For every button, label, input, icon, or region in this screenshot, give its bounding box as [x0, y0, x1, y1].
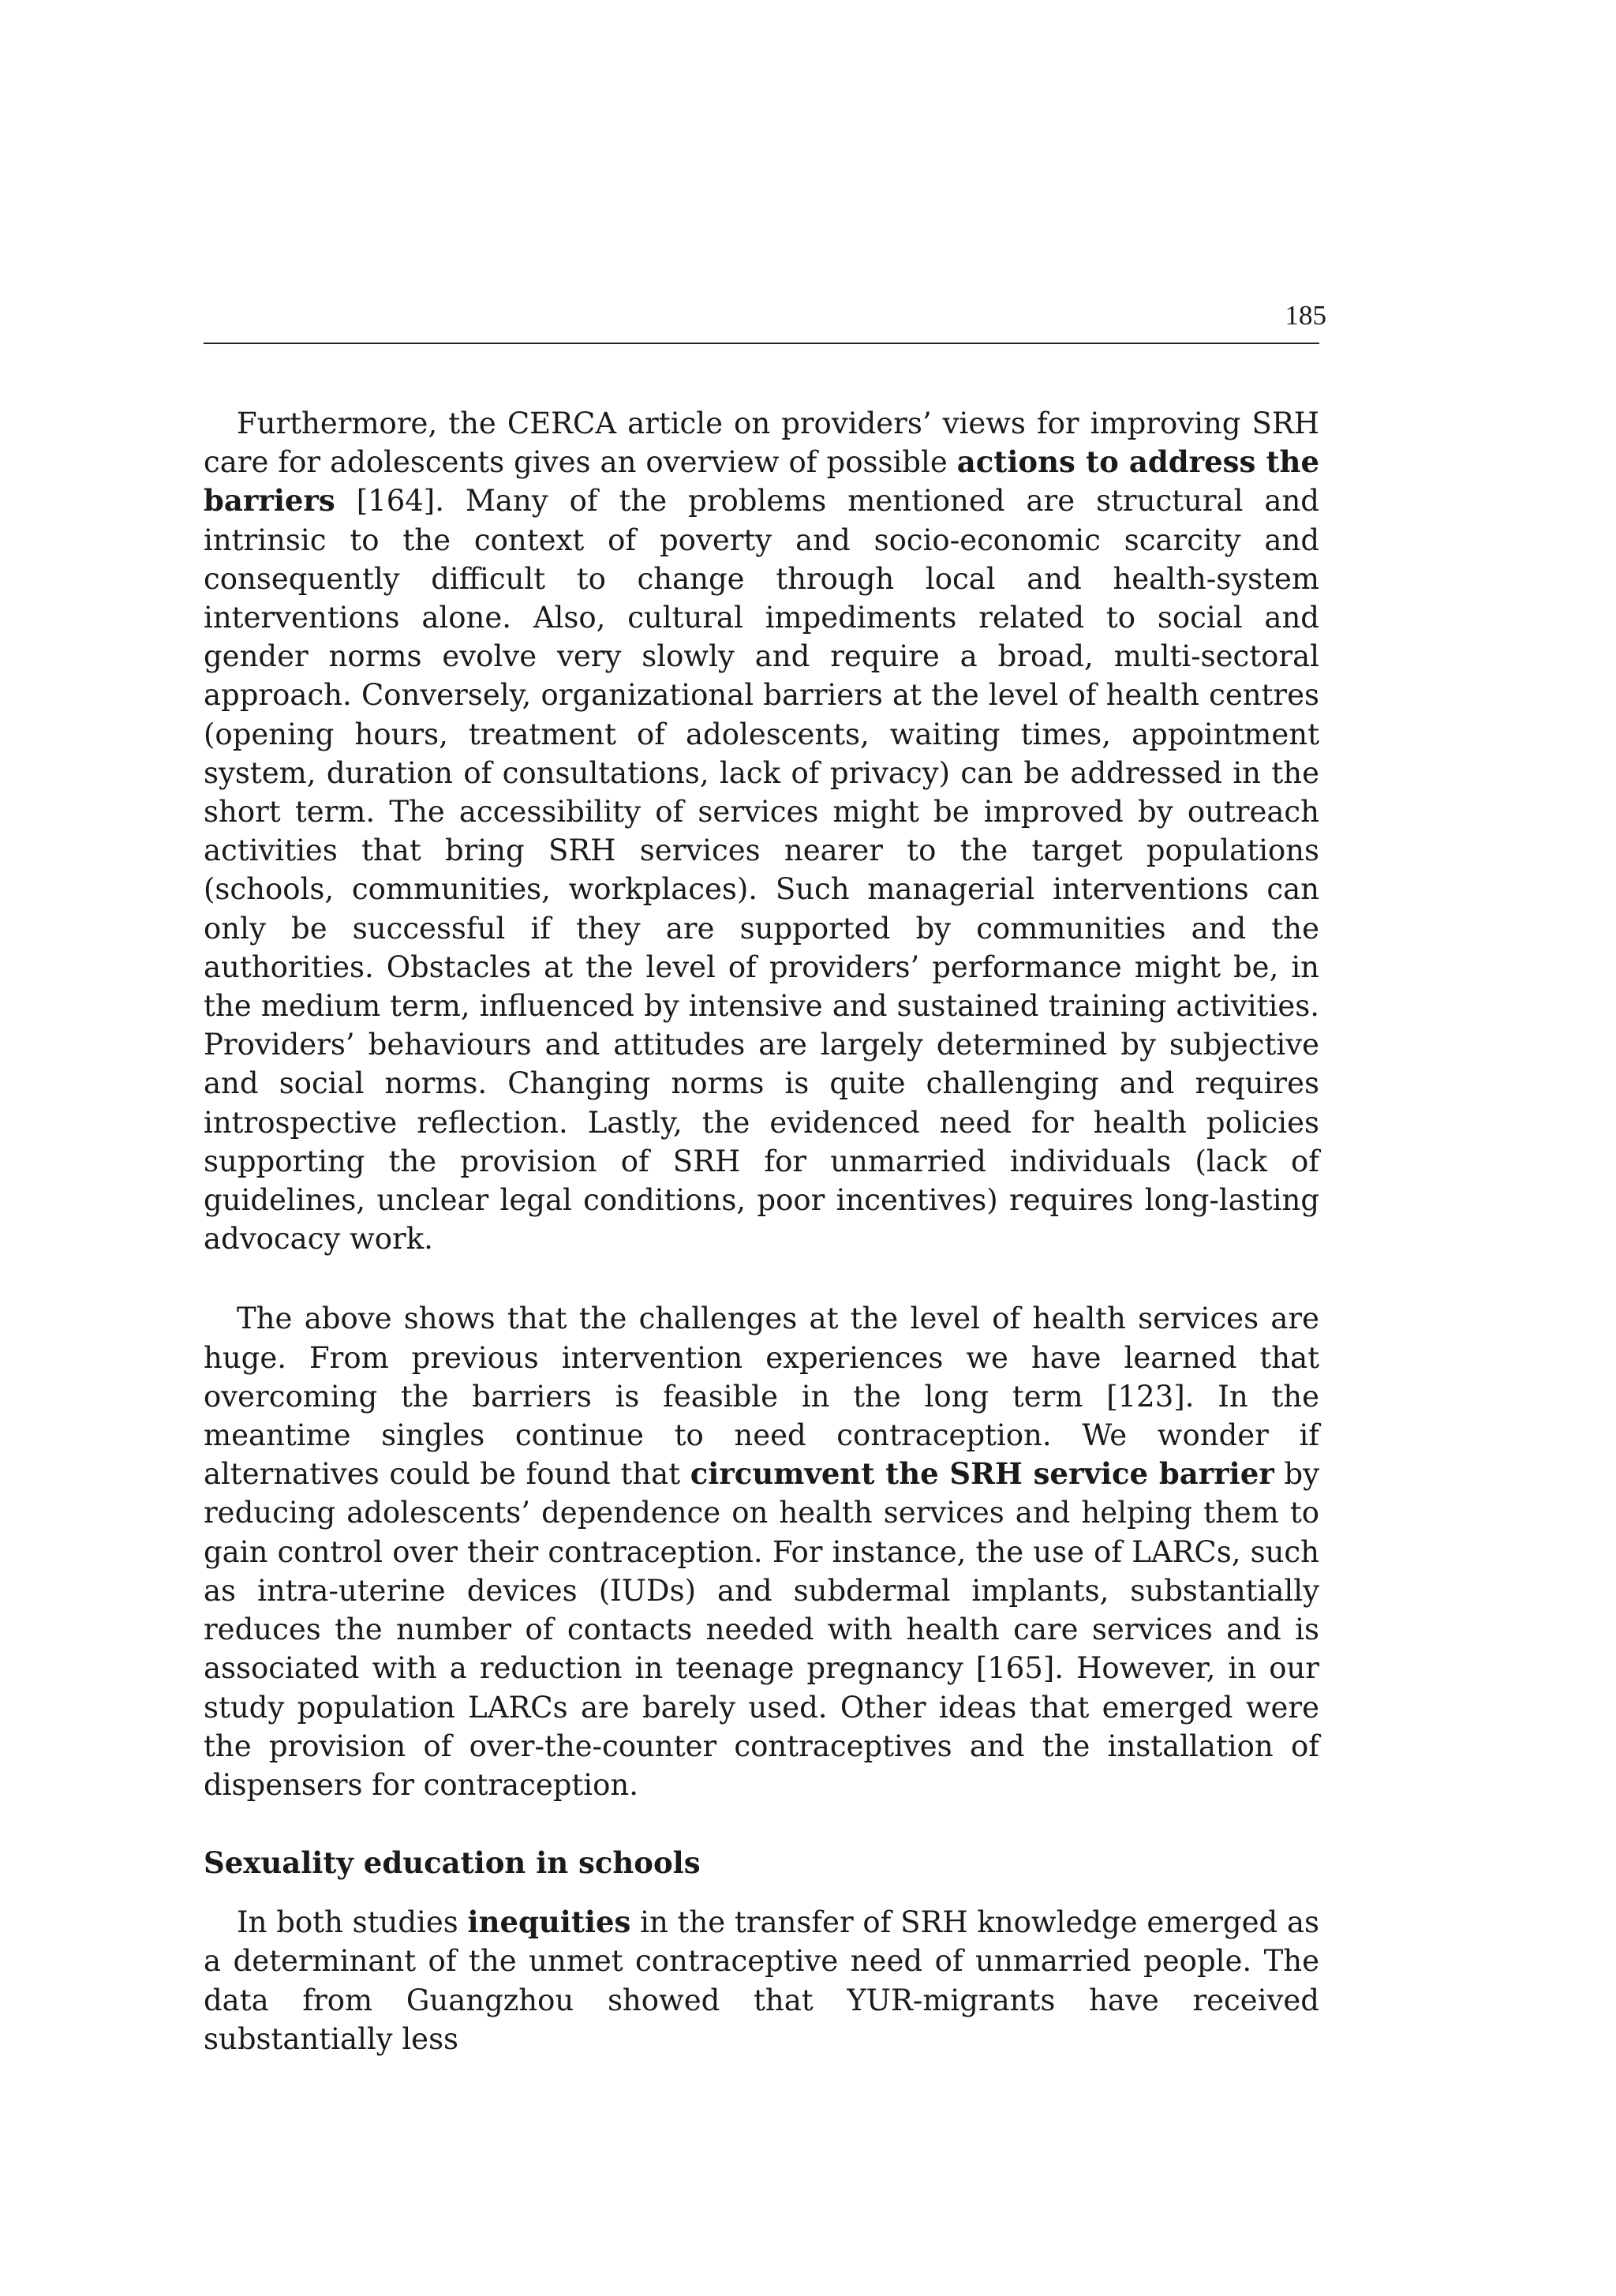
- section-spacer: [204, 1804, 1319, 1844]
- paragraph-sexuality-education: [204, 1903, 1319, 2058]
- paragraph-text: In both studies: [237, 1905, 468, 1940]
- paragraph-spacer: [204, 1258, 1319, 1299]
- page-number: 185: [1285, 300, 1326, 331]
- heading-spacer: [204, 1882, 1319, 1903]
- bold-phrase: inequities: [467, 1905, 631, 1940]
- page-content: [204, 404, 1319, 2058]
- header-rule: [204, 343, 1319, 344]
- section-heading: Sexuality education in schools: [204, 1845, 701, 1881]
- bold-phrase: actions to address the barriers: [204, 444, 1320, 519]
- paragraph-text: The above shows that the challenges at the level of health services are huge. From previous intervention experiences we have learned that overcoming the barriers is feasible in the long term [123]. In the meantime singles continue to need contraception. We wonder if alternatives could be found that: [204, 1302, 1319, 1492]
- paragraph-text: in the transfer of SRH knowledge emerged as a determinant of the unmet contraceptive need of unmarried people. The data from Guangzhou showed that YUR-migrants have received substantially less: [204, 1905, 1319, 2056]
- paragraph-text: [164]. Many of the problems mentioned are structural and intrinsic to the context of poverty and socio-economic scarcity and consequently difficult to change through local and health-system interventions alone. Also, cultural impediments related to social and gender norms evolve very slowly and require a broad, multi-sectoral approach. Conversely, organizational barriers at the level of health centres (opening hours, treatment of adolescents, waiting times, appointment system, duration of consultations, lack of privacy) can be addressed in the short term. The accessibility of services might be improved by outreach activities that bring SRH services nearer to the target populations (schools, communities, workplaces). Such managerial interventions can only be successful if they are supported by communities and the authorities. Obstacles at the level of providers’ performance might be, in the medium term, influenced by intensive and sustained training activities. Providers’ behaviours and attitudes are largely determined by subjective and social norms. Changing norms is quite challenging and requires introspective reflection. Lastly, the evidenced need for health policies supporting the provision of SRH for unmarried individuals (lack of guidelines, unclear legal conditions, poor incentives) requires long-lasting advocacy work.: [204, 484, 1319, 1257]
- paragraph-providers-views: [204, 404, 1319, 1258]
- paragraph-text: by reducing adolescents’ dependence on health services and helping them to gain control over their contraception. For instance, the use of LARCs, such as intra-uterine devices (IUDs) and subdermal implants, substantially reduces the number of contacts needed with health care services and is associated with a reduction in teenage pregnancy [165]. However, in our study population LARCs are barely used. Other ideas that emerged were the provision of over-the-counter contraceptives and the installation of dispensers for contraception.: [204, 1457, 1319, 1802]
- bold-phrase: circumvent the SRH service barrier: [690, 1456, 1274, 1492]
- paragraph-health-services-challenges: [204, 1299, 1319, 1804]
- paragraph-text: Furthermore, the CERCA article on providers’ views for improving SRH care for adolescents gives an overview of possible: [204, 406, 1319, 480]
